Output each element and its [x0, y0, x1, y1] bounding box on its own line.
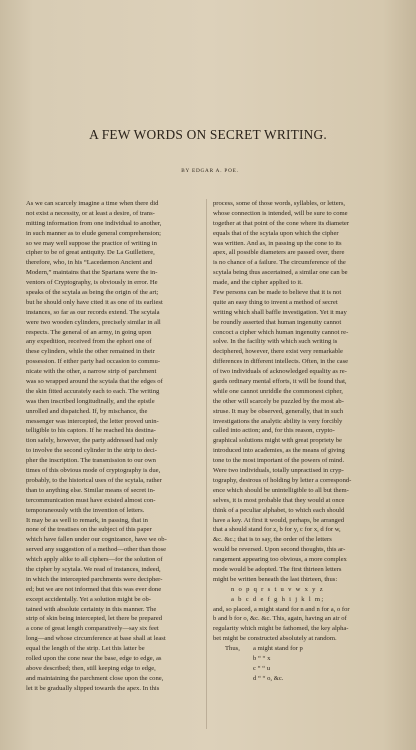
text-line: ed; but we are not informed that this was ever done: [26, 585, 162, 593]
text-line: any expedition, received from the ephori one of: [26, 338, 152, 346]
text-line: instances, so far as our records extend. The scytala: [26, 308, 160, 316]
text-line: Modern,” maintains that the Spartans were the in-: [26, 269, 158, 277]
text-line: be roundly asserted that human ingenuity cannot: [213, 318, 342, 326]
text-line: in such manner as to elude general comprehension;: [26, 229, 161, 237]
text-line: introduced into academies, as the means of giving: [213, 447, 345, 455]
cipher-row: a b c d e f g h i j k l m;: [231, 595, 325, 603]
text-line: except accidentally. Yet a solution might be ob-: [26, 595, 152, 603]
text-line: the skin fitted accurately each to each. The writing: [26, 387, 160, 395]
text-line: think of a peculiar alphabet, to which each should: [213, 506, 345, 514]
text-line: graphical solutions might with great propriety be: [213, 437, 342, 445]
text-line: in which the intercepted parchments were decipher-: [26, 575, 163, 583]
text-line: writing which shall baffle investigation. Yet it may: [213, 308, 347, 316]
text-line: differences in different intellects. Often, in the case: [213, 358, 349, 366]
text-line: tercommunication must have existed almost con-: [26, 496, 156, 504]
text-line: investigations the analytic ability is very forcibly: [213, 417, 343, 425]
text-line: apex, all possible diameters are passed over, there: [213, 249, 345, 257]
text-line: served any suggestion of a method—other than those: [26, 546, 167, 554]
text-line: strip of skin being intercepted, let there be prepared: [26, 615, 163, 623]
text-line: ence which should be unintelligible to all but them-: [213, 486, 349, 494]
cipher-key-row: [213, 654, 393, 664]
text-line: to involve the second cylinder in the strip to deci-: [26, 447, 157, 455]
text-line: have a key. At first it would, perhaps, be arranged: [213, 516, 345, 524]
article-title: A FEW WORDS ON SECRET WRITING.: [89, 127, 327, 142]
text-line: the other will scarcely be puzzled by the most ab-: [213, 397, 344, 405]
text-line: rolled upon the cone near the base, edge to edge, as: [26, 654, 162, 662]
text-line: struse. It may be observed, generally, that in such: [213, 407, 344, 415]
left-column: [26, 199, 206, 694]
cipher-key-row: [213, 664, 393, 674]
text-line: was then inscribed longitudinally, and the epistle: [26, 397, 155, 405]
text-line: is no chance of a failure. The circumference of the: [213, 259, 346, 267]
text-line: let it be gradually slipped towards the apex. In this: [26, 684, 160, 692]
text-line: It may be as well to remark, in passing, that in: [26, 516, 148, 524]
text-line: tained with absolute certainty in this manner. The: [26, 605, 157, 613]
text-line: unrolled and dispatched. If, by mischance, the: [26, 407, 148, 415]
text-line: scytala being thus ascertained, a similar one can be: [213, 269, 348, 277]
text-line: selves, it is most probable that they would at once: [213, 496, 345, 504]
text-line: Few persons can be made to believe that it is not: [213, 289, 342, 297]
text-line: &c. &c.; that is to say, the order of the letters: [213, 536, 332, 544]
text-line: which apply alike to all ciphers—for the solution of: [26, 556, 163, 564]
text-line: times of this obvious mode of cryptography is due,: [26, 467, 161, 475]
text-line: made, and the cipher applied to it.: [213, 279, 303, 287]
text-line: respects. The general of an army, in going upon: [26, 328, 152, 336]
cipher-alphabet: [213, 585, 393, 605]
text-line: equal the length of the strip. Let this latter be: [26, 645, 145, 653]
cipher-key-label: Thus,: [225, 645, 240, 653]
text-line: the cipher by scytala. We read of instances, indeed,: [26, 565, 161, 573]
text-line: long—and whose circumference at base shall at least: [26, 635, 166, 643]
cipher-key-text: c “ “ u: [253, 664, 271, 672]
text-line: than to anything else. Similar means of secret in-: [26, 486, 156, 494]
text-line: but he should only have cited it as one of its earliest: [26, 298, 163, 306]
text-line: tone to the most important of the powers of mind.: [213, 457, 345, 465]
text-line: process, some of those words, syllables, or letters,: [213, 200, 346, 207]
text-line: therefore, who, in his “Lacedæmon Ancient and: [26, 259, 153, 267]
text-line: As we can scarcely imagine a time when there did: [26, 200, 159, 207]
text-line: which have fallen under our cognizance, have we ob-: [26, 536, 167, 544]
text-line: tion safely, however, the party addressed had only: [26, 437, 158, 445]
text-line: none of the treatises on the subject of this paper: [26, 526, 152, 534]
cipher-key-text: b “ “ x: [253, 654, 271, 662]
right-column: [213, 199, 393, 684]
cipher-key-row: [213, 644, 393, 654]
text-line: ventors of Cryptography, is obviously in error. He: [26, 279, 158, 287]
text-line: was so wrapped around the scytala that the edges of: [26, 378, 163, 386]
text-line: might be written beneath the last thirteen, thus:: [213, 575, 338, 583]
text-line: Were two individuals, totally unpractised in cryp-: [213, 467, 344, 475]
text-line: was written. And as, in passing up the cone to its: [213, 239, 342, 247]
text-line: were two wooden cylinders, precisely similar in all: [26, 318, 161, 326]
text-line: temporaneously with the invention of letters.: [26, 506, 145, 514]
text-line: rangement appearing too obvious, a more complex: [213, 556, 347, 564]
cipher-key-table: [213, 644, 393, 684]
text-line: regularity which might be fathomed, the key alpha-: [213, 625, 349, 633]
cipher-key-text: a might stand for p: [253, 645, 303, 653]
text-line: speaks of the scytala as being the origin of the art;: [26, 289, 159, 297]
text-line: quite an easy thing to invent a method of secret: [213, 298, 338, 306]
text-line: so we may well suppose the practice of writing in: [26, 239, 157, 247]
text-line: probably, to the historical uses of the scytala, rather: [26, 476, 162, 484]
text-line: of two individuals of acknowledged equality as re-: [213, 368, 347, 376]
text-line: pher the inscription. The transmission to our own: [26, 457, 156, 465]
text-line: tography, desirous of holding by letter a correspond-: [213, 476, 352, 484]
text-line: cipher to be of great antiquity. De La Guilletiere,: [26, 249, 155, 257]
text-line: nicate with the other, a narrow strip of parchment: [26, 368, 157, 376]
text-line: called into action; and, for this reason, crypto-: [213, 427, 335, 435]
text-line: bet might be constructed absolutely at random.: [213, 635, 337, 643]
column-divider: [206, 199, 207, 729]
text-line: while one cannot unriddle the commonest cipher,: [213, 387, 343, 395]
cipher-row: n o p q r s t u v w x y z: [231, 585, 324, 593]
text-line: concoct a cipher which human ingenuity cannot re-: [213, 328, 349, 336]
text-line: and, so placed, a might stand for n and n for a, o for: [213, 605, 350, 613]
article-byline: BY EDGAR A. POE.: [181, 168, 239, 174]
text-line: messenger was intercepted, the letter proved unin-: [26, 417, 159, 425]
text-line: above described; then, still keeping edge to edge,: [26, 664, 156, 672]
text-line: would be reversed. Upon second thoughts, this ar-: [213, 546, 346, 554]
text-line: equals that of the scytala upon which the cipher: [213, 229, 339, 237]
cipher-key-text: d “ “ o, &c.: [253, 674, 284, 682]
text-line: deciphered, however, there exist very remarkable: [213, 348, 343, 356]
text-line: a cone of great length comparatively—say six feet: [26, 625, 159, 633]
text-line: whose connection is intended, will be sure to come: [213, 209, 348, 217]
cipher-key-row: [213, 674, 393, 684]
text-line: possession. If either party had occasion to commu-: [26, 358, 161, 366]
text-line: mitting information from one individual to another,: [26, 219, 162, 227]
text-line: telligible to his captors. If he reached his destina-: [26, 427, 156, 435]
text-line: these cylinders, while the other remained in their: [26, 348, 155, 356]
text-line: not exist a necessity, or at least a desire, of trans-: [26, 209, 155, 217]
text-line: gards ordinary mental efforts, it will be found that,: [213, 378, 347, 386]
right-column-text-b: [213, 605, 393, 645]
right-column-text-a: [213, 199, 393, 585]
text-line: and maintaining the parchment close upon the cone,: [26, 674, 164, 682]
text-line: mode would be adopted. The first thirteen letters: [213, 565, 342, 573]
text-line: b and b for o, &c. &c. This, again, having an air of: [213, 615, 347, 623]
text-line: that a should stand for z, b for y, c for x, d for w,: [213, 526, 341, 534]
text-line: solve. In the facility with which such writing is: [213, 338, 338, 346]
text-line: together at that point of the cone where its diameter: [213, 219, 350, 227]
